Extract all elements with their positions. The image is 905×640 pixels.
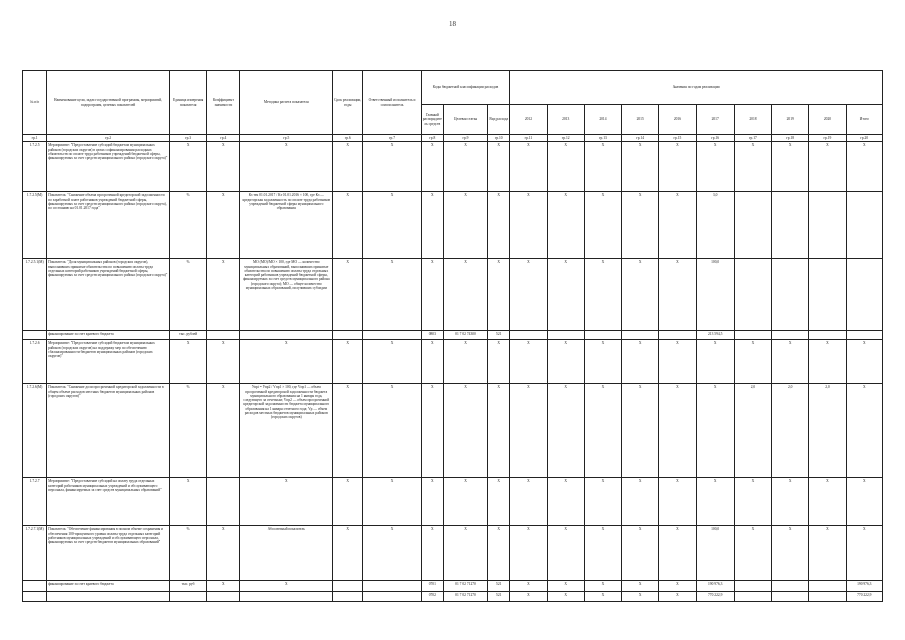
table-cell: Абсолютный показатель — [240, 526, 333, 581]
table-cell: Х — [510, 259, 547, 331]
table-cell: Х — [659, 478, 696, 526]
column-number: гр.16 — [696, 135, 734, 142]
table-cell: Х — [846, 340, 882, 384]
table-cell: Х — [584, 142, 621, 192]
table-cell: Х — [696, 384, 734, 478]
table-cell: Х — [622, 526, 659, 581]
table-cell: Х — [488, 384, 510, 478]
table-cell: Х — [510, 384, 547, 478]
table-cell: Х — [333, 478, 363, 526]
table-cell: Х — [443, 478, 487, 526]
table-cell: Х — [170, 142, 207, 192]
table-row — [23, 142, 883, 192]
table-cell: 770 222,9 — [846, 592, 882, 602]
table-cell: Х — [488, 340, 510, 384]
table-cell: Х — [488, 192, 510, 259]
table-cell: Х — [240, 581, 333, 592]
table-cell: Х — [421, 192, 443, 259]
table-cell — [333, 592, 363, 602]
table-cell: Х — [363, 526, 421, 581]
table-cell: тыс. рублей — [170, 331, 207, 340]
table-cell — [333, 331, 363, 340]
table-cell — [846, 192, 882, 259]
column-number: гр.8 — [421, 135, 443, 142]
table-row — [23, 592, 883, 602]
table-cell: Х — [421, 526, 443, 581]
table-cell: Х — [443, 340, 487, 384]
header-group-years: Значения по годам реализации — [510, 71, 883, 105]
table-cell — [170, 592, 207, 602]
table-cell: Х — [547, 192, 584, 259]
table-cell: Х — [846, 384, 882, 478]
row-number-cell: 1.7.2.7.1(М) — [23, 526, 47, 581]
table-row — [23, 331, 883, 340]
table-cell: Х — [659, 526, 696, 581]
header-cell: Ответственный исполнитель и соисполнитель — [363, 71, 421, 135]
table-cell: Х — [443, 142, 487, 192]
table-cell: Х — [207, 581, 240, 592]
table-cell: тыс. руб — [170, 581, 207, 592]
column-number: гр.12 — [547, 135, 584, 142]
table-cell: % — [170, 192, 207, 259]
table-cell: Х — [584, 478, 621, 526]
table-cell: Х — [622, 581, 659, 592]
program-table — [22, 70, 883, 602]
column-number: гр.7 — [363, 135, 421, 142]
table-cell: Х — [333, 340, 363, 384]
table-cell: Х — [734, 142, 771, 192]
column-number: гр.2 — [47, 135, 170, 142]
row-number-cell: 1.7.2.5.1(М) — [23, 259, 47, 331]
table-cell: Х — [659, 259, 696, 331]
header-year: 2016 — [659, 105, 696, 135]
page-number: 18 — [449, 20, 456, 28]
table-cell — [333, 581, 363, 592]
table-row — [23, 259, 883, 331]
table-cell — [809, 259, 846, 331]
table-cell — [547, 331, 584, 340]
table-cell: Х — [333, 384, 363, 478]
table-cell: Х — [659, 592, 696, 602]
header-row — [23, 71, 883, 105]
table-cell: % — [170, 526, 207, 581]
table-cell: Х — [443, 384, 487, 478]
table-cell — [240, 331, 333, 340]
column-number: гр.19 — [809, 135, 846, 142]
row-title-cell: Мероприятие: "Предоставление субсидий бюджетам муниципальных районов (городских округов) в целях софинансирования расходных обязательств по оплате труда работников учреждений бюджетной сферы, финансируемых за счет средств муниципального района (городского округа)" — [47, 142, 170, 192]
table-cell — [584, 331, 621, 340]
header-year: 2018 — [734, 105, 771, 135]
table-cell: 2,0 — [734, 384, 771, 478]
table-cell — [734, 581, 771, 592]
table-cell: Х — [488, 526, 510, 581]
table-cell: 100,0 — [696, 259, 734, 331]
table-cell: Х — [809, 478, 846, 526]
table-cell: 3,0 — [696, 192, 734, 259]
table-row — [23, 526, 883, 581]
table-cell: Х — [622, 592, 659, 602]
table-row — [23, 340, 883, 384]
table-cell: Х — [240, 340, 333, 384]
table-cell: Х — [547, 581, 584, 592]
row-title-cell: финансирование за счет краевого бюджета — [47, 581, 170, 592]
table-cell: Х — [547, 340, 584, 384]
table-cell — [809, 581, 846, 592]
table-cell: Х — [547, 384, 584, 478]
table-cell: 0702 — [421, 592, 443, 602]
table-cell: Х — [547, 142, 584, 192]
table-cell: Х — [421, 142, 443, 192]
column-number: гр.5 — [240, 135, 333, 142]
header-cell: Наименование цели, задач государственной программы, мероприятий, подпрограмм, целевых показателей — [47, 71, 170, 135]
table-cell — [846, 259, 882, 331]
table-cell: 01 7 02 71270 — [443, 592, 487, 602]
row-title-cell: Мероприятие: "Предоставление субсидий бюджетам муниципальных районов (городских округов) на поддержку мер по обеспечению сбалансированности бюджетов муниципальных районов (городских округов)" — [47, 340, 170, 384]
row-number-cell — [23, 581, 47, 592]
row-title-cell: Показатель: "Обеспечение финансирования в полном объеме сохранения и обеспечения 100-процентного уровня оплаты труда отдельных категорий работников муниципальных учреждений и обслуживающего персонала, финансируемых за счет средств бюджетов муниципальных образований" — [47, 526, 170, 581]
table-cell: Х — [659, 581, 696, 592]
table-cell — [659, 331, 696, 340]
table-cell: Х — [622, 340, 659, 384]
table-cell — [734, 192, 771, 259]
table-cell: Х — [240, 142, 333, 192]
table-cell: Х — [584, 581, 621, 592]
column-number: гр.10 — [488, 135, 510, 142]
column-number: гр.14 — [622, 135, 659, 142]
table-cell: 0803 — [421, 331, 443, 340]
table-cell: Х — [510, 581, 547, 592]
column-number: гр.4 — [207, 135, 240, 142]
table-cell: Х — [488, 478, 510, 526]
row-title-cell: финансирование за счет краевого бюджета — [47, 331, 170, 340]
header-cell: Целевая статья — [443, 105, 487, 135]
table-cell: Х — [207, 526, 240, 581]
table-cell: Х — [207, 259, 240, 331]
column-number: гр.15 — [659, 135, 696, 142]
table-cell: % — [170, 384, 207, 478]
table-cell: Х — [584, 526, 621, 581]
table-cell: Х — [659, 192, 696, 259]
table-cell: Х — [333, 192, 363, 259]
row-number-cell — [23, 592, 47, 602]
header-year: 2020 — [809, 105, 846, 135]
table-cell: Х — [207, 384, 240, 478]
table-cell: Х — [443, 259, 487, 331]
row-title-cell: Показатель: "Доля муниципальных районов (городских округов), выполнивших принятые обязательства по повышению оплаты труда отдельных категорий работников учреждений бюджетной сферы, финансируемых за счет средств муниципального района (городского округа)" — [47, 259, 170, 331]
row-title-cell — [47, 592, 170, 602]
row-title-cell: Показатель: "Снижение доли просроченной кредиторской задолженности в общем объеме расходов местных бюджетов муниципальных районов (городских округов)" — [47, 384, 170, 478]
table-cell: 213 594,5 — [696, 331, 734, 340]
column-number: гр.3 — [170, 135, 207, 142]
table-cell: Х — [333, 259, 363, 331]
table-cell: Х — [584, 592, 621, 602]
table-cell: Х — [659, 384, 696, 478]
table-cell: Х — [207, 192, 240, 259]
table-cell — [809, 192, 846, 259]
table-cell: МО (МО)/МО × 100, где МО — количество муниципальных образований, выполнивших принятые обязательства по повышению оплаты труда отдельных категорий работников учреждений бюджетной сферы, финансируемых за счет средств муниципального района (городского округа); МО — общее количество муниципальных образований, получивших субсидии — [240, 259, 333, 331]
header-cell: Единица измерения показателя — [170, 71, 207, 135]
header-group-budget: Коды бюджетной классификации расходов — [421, 71, 510, 105]
table-cell: 190 976,3 — [846, 581, 882, 592]
table-cell: Х — [622, 142, 659, 192]
table-row — [23, 192, 883, 259]
table-cell: Х — [547, 592, 584, 602]
column-number: гр.20 — [846, 135, 882, 142]
table-cell — [510, 331, 547, 340]
table-cell: 0701 — [421, 581, 443, 592]
table-cell: Х — [734, 340, 771, 384]
table-cell: Х — [584, 340, 621, 384]
table-cell: Х — [846, 478, 882, 526]
table-cell: 2,0 — [772, 384, 809, 478]
column-number: гр.11 — [510, 135, 547, 142]
header-year: 2014 — [584, 105, 621, 135]
table-cell: Х — [510, 592, 547, 602]
table-cell: 521 — [488, 581, 510, 592]
table-cell: Х — [734, 526, 771, 581]
table-cell: Упрi = Упр2 / Vпр1 × 100, где Vпр1 — объем просроченной кредиторской задолженности бюджета муниципального образования на 1 января года, следующего за отчетным; Vпр2 — объем просроченной кредиторской задолженности бюджета муниципального образования на 1 января отчетного года; Vр — объем расходов местных бюджетов муниципальных районов (городских округов) — [240, 384, 333, 478]
table-cell: Х — [207, 142, 240, 192]
header-year: Итого — [846, 105, 882, 135]
table-cell: Х — [363, 259, 421, 331]
table-cell: Х — [510, 340, 547, 384]
table-cell — [240, 592, 333, 602]
table-cell: Х — [696, 142, 734, 192]
table-cell: Х — [510, 478, 547, 526]
table-cell: Х — [363, 384, 421, 478]
table-cell: 01 7 02 71270 — [443, 581, 487, 592]
table-cell: Х — [622, 259, 659, 331]
table-cell — [363, 592, 421, 602]
header-year: 2013 — [547, 105, 584, 135]
table-cell: 521 — [488, 331, 510, 340]
header-cell: № п/п — [23, 71, 47, 135]
table-cell: Х — [772, 142, 809, 192]
table-cell: Х — [659, 340, 696, 384]
table-cell — [734, 259, 771, 331]
row-number-cell: 1.7.2.5 — [23, 142, 47, 192]
table-cell: Х — [584, 259, 621, 331]
table-cell: Х — [333, 142, 363, 192]
table-cell: Х — [488, 142, 510, 192]
table-cell: Х — [772, 478, 809, 526]
header-year: 2015 — [622, 105, 659, 135]
table-cell: Х — [488, 259, 510, 331]
table-cell: Х — [510, 142, 547, 192]
row-title-cell: Мероприятие: "Предоставление субсидий на оплату труда отдельных категорий работников муниципальных учреждений и обслуживающего персонала, финансируемых за счет средств муниципальных образований" — [47, 478, 170, 526]
table-cell: Х — [734, 478, 771, 526]
table-cell: % — [170, 259, 207, 331]
table-cell: Х — [772, 526, 809, 581]
table-body — [23, 142, 883, 602]
table-cell: Х — [333, 526, 363, 581]
table-cell — [772, 581, 809, 592]
table-row — [23, 478, 883, 526]
table-cell — [622, 331, 659, 340]
table-cell: Х — [622, 478, 659, 526]
table-cell: 100,0 — [696, 526, 734, 581]
column-number: гр.18 — [772, 135, 809, 142]
table-cell: Х — [207, 340, 240, 384]
table-cell: Х — [696, 340, 734, 384]
header-cell: Методика расчета показателя — [240, 71, 333, 135]
table-cell: Х — [170, 478, 207, 526]
table-row — [23, 581, 883, 592]
table-cell: Х — [809, 340, 846, 384]
table-cell: 190 976,3 — [696, 581, 734, 592]
table-cell: Х — [363, 340, 421, 384]
table-cell — [809, 592, 846, 602]
table-cell: Х — [170, 340, 207, 384]
table-cell: Х — [421, 340, 443, 384]
table-cell: Х — [421, 384, 443, 478]
header-year: 2019 — [772, 105, 809, 135]
table-cell: Х — [772, 340, 809, 384]
table-cell — [772, 592, 809, 602]
row-number-cell: 1.7.2.5(М) — [23, 192, 47, 259]
table-cell: Х — [584, 384, 621, 478]
row-number-cell: 1.7.2.6 — [23, 340, 47, 384]
header-cell: Коэффициент значимости — [207, 71, 240, 135]
table-cell — [772, 192, 809, 259]
table-cell: Х — [809, 142, 846, 192]
table-cell: Х — [240, 478, 333, 526]
row-title-cell: Показатель: "Снижение объема просроченной кредиторской задолженности по заработной плате работников учреждений бюджетной сферы, финансируемых за счет средств муниципального района (городского округа), по состоянию на 01.01.2017 года" — [47, 192, 170, 259]
column-number-row — [23, 135, 883, 142]
table-cell: 01 7 02 74300 — [443, 331, 487, 340]
header-year: 2017 — [696, 105, 734, 135]
table-cell: Х — [510, 526, 547, 581]
table-cell — [846, 331, 882, 340]
table-cell — [207, 478, 240, 526]
table-cell: Х — [547, 526, 584, 581]
table-cell: Х — [363, 142, 421, 192]
row-number-cell: 1.7.2.7 — [23, 478, 47, 526]
table-cell: Х — [510, 192, 547, 259]
column-number: гр.9 — [443, 135, 487, 142]
table-cell: 2,0 — [809, 384, 846, 478]
header-cell: Главный распорядитель средств — [421, 105, 443, 135]
table-cell — [207, 592, 240, 602]
table-cell: 770 222,9 — [696, 592, 734, 602]
table-cell: Х — [622, 384, 659, 478]
column-number: гр.6 — [333, 135, 363, 142]
table-cell: Х — [547, 259, 584, 331]
table-cell — [734, 331, 771, 340]
table-cell: Х — [547, 478, 584, 526]
table-cell — [772, 331, 809, 340]
table-cell: 521 — [488, 592, 510, 602]
header-year: 2012 — [510, 105, 547, 135]
table-cell: Х — [809, 526, 846, 581]
row-number-cell — [23, 331, 47, 340]
header-cell: Вид расхода — [488, 105, 510, 135]
table-cell: Х — [421, 259, 443, 331]
table-cell: Х — [696, 478, 734, 526]
table-cell — [772, 259, 809, 331]
table-cell — [363, 581, 421, 592]
table-cell: Х — [443, 192, 487, 259]
column-number: гр.13 — [584, 135, 621, 142]
table-cell: Х — [622, 192, 659, 259]
table-cell — [809, 331, 846, 340]
row-number-cell: 1.7.2.6(М) — [23, 384, 47, 478]
table-cell — [363, 331, 421, 340]
table-cell: Кз тек 01.01.2017 / Кз 01.01.2016 × 100, где Кз — кредиторская задолженность по оплате труда работников учреждений бюджетной сферы муниципального образования — [240, 192, 333, 259]
table-cell: Х — [363, 478, 421, 526]
table-cell: Х — [846, 142, 882, 192]
table-cell: Х — [584, 192, 621, 259]
table-cell — [734, 592, 771, 602]
table-cell: Х — [421, 478, 443, 526]
table-cell: Х — [659, 142, 696, 192]
table-cell: Х — [443, 526, 487, 581]
header-cell: Срок реализации, годы — [333, 71, 363, 135]
column-number: гр.17 — [734, 135, 771, 142]
table-cell: Х — [363, 192, 421, 259]
table-cell — [207, 331, 240, 340]
table-row — [23, 384, 883, 478]
column-number: гр.1 — [23, 135, 47, 142]
table-cell: Х — [846, 526, 882, 581]
